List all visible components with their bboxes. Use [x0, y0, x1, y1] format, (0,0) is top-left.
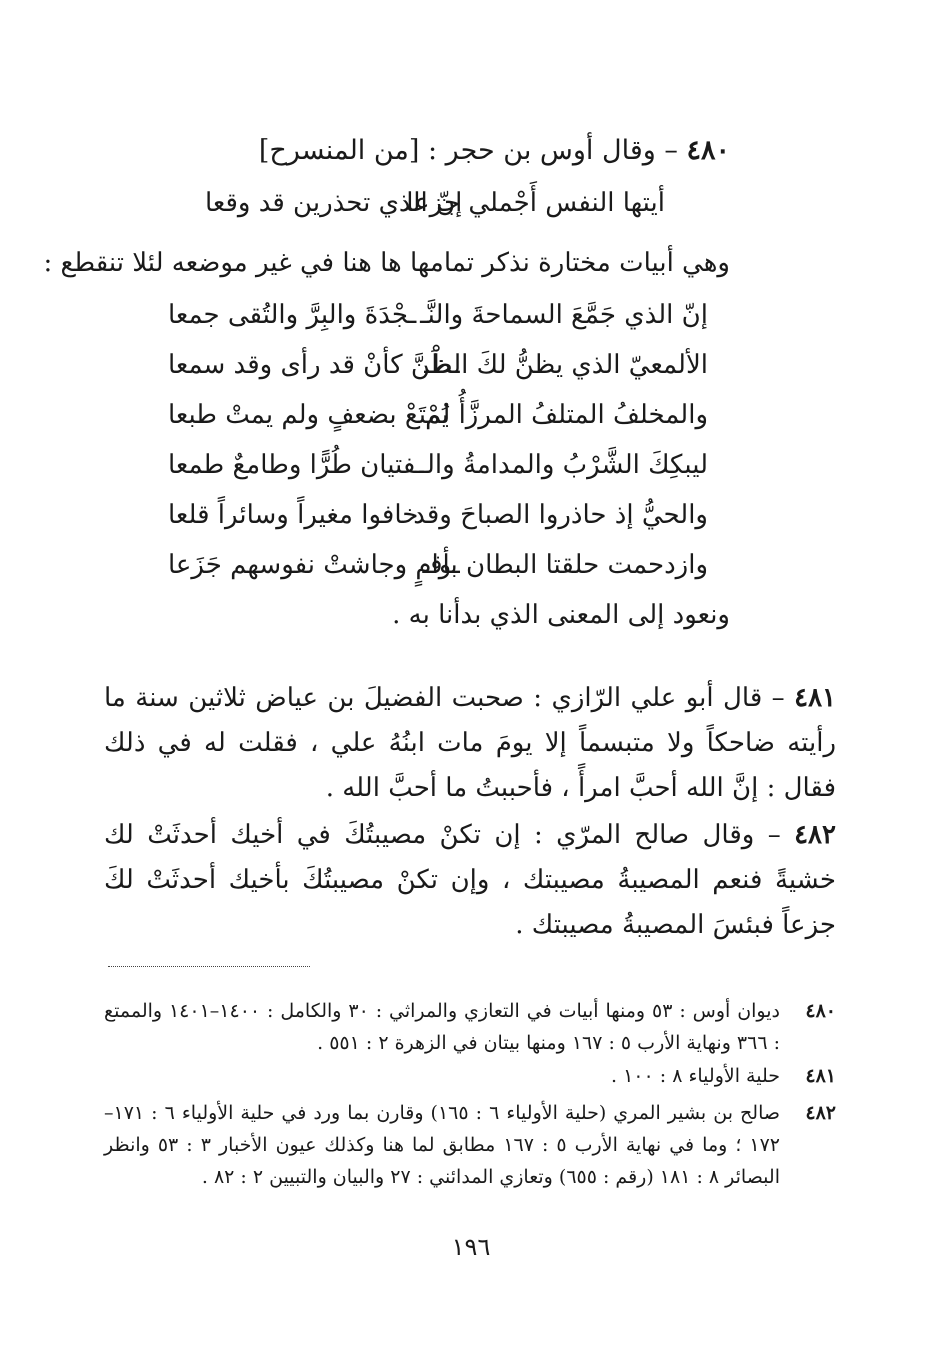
footnote-number: ٤٨٢ — [805, 1102, 836, 1124]
verse-line — [168, 550, 708, 600]
verse-first-hemistich: وازدحمت حلقتا البطان بأقـ — [422, 550, 708, 580]
verse-first-hemistich: والحيُّ إذ حاذروا الصباحَ وقد — [413, 500, 708, 530]
footnote-481 — [104, 1060, 836, 1092]
verse-second-hemistich: إنّ الذي تحذرين قد وقعا — [205, 188, 463, 218]
verse-second-hemistich: ـجْدَةَ والبِرَّ والتُقى جمعا — [168, 300, 417, 330]
verse-first-hemistich: والمخلفُ المتلفُ المرزَّأُ لم — [425, 400, 708, 430]
page-number: ١٩٦ — [451, 1233, 491, 1261]
verse-line — [168, 300, 708, 350]
poem — [168, 300, 708, 600]
entry-number: ٤٨٠ — [686, 135, 730, 166]
entry-480-heading — [259, 135, 730, 166]
entry-text: – وقال صالح المرّي : إن تكنْ مصيبتُكَ في أخيك أحدثَتْ لك خشيةً فنعم المصيبةُ مصيبتك ، وإن تكنْ مصيبتُكَ بأخيك أحدثَتْ لكَ جزعاً فبئسَ المصيبةُ مصيبتك . — [104, 820, 836, 940]
verse-first-hemistich: ليبكِكَ الشَّرْبُ والمدامةُ والـ — [419, 450, 708, 480]
footnote-number: ٤٨١ — [805, 1065, 836, 1087]
footnote-text: صالح بن بشير المري (حلية الأولياء ٦ : ١٦٥) وقارن بما ورد في حلية الأولياء ٦ : ١٧١–١٧٢ ؛ وما في نهاية الأرب ٥ : ١٦٧ مطابق لما هنا وكذلك عيون الأخبار ٣ : ٥٣ وانظر البصائر ٨ : ١٨١ (رقم : ٦٥٥) وتعازي المدائني : ٢٧ والبيان والتبيين ٢ : ٨٢ . — [104, 1102, 781, 1188]
footnote-divider — [108, 966, 310, 967]
footnote-text: ديوان أوس : ٥٣ ومنها أبيات في التعازي والمراثي : ٣٠ والكامل : ١٤٠٠–١٤٠١ والممتع : ٣٦٦ ونهاية الأرب ٥ : ١٦٧ ومنها بيتان في الزهرة ٢ : ٥٥١ . — [104, 1000, 780, 1054]
verse-line — [168, 400, 708, 450]
verse-first-hemistich: الألمعيّ الذي يظنُّ لكَ الظْـ — [424, 350, 708, 380]
verse-line — [168, 500, 708, 550]
verse-line — [168, 350, 708, 400]
footnote-482 — [104, 1097, 836, 1193]
verse-second-hemistich: ـظَنَّ كأنْ قد رأى وقد سمعا — [168, 350, 460, 380]
poem-intro: وهي أبيات مختارة نذكر تمامها ها هنا في غير موضعه لئلا تنقطع : — [43, 248, 730, 278]
footnote-text: حلية الأولياء ٨ : ١٠٠ . — [611, 1065, 780, 1087]
entry-481 — [104, 676, 836, 811]
entry-text: – قال أبو علي الرّازي : صحبت الفضيلَ بن عياض ثلاثين سنة ما رأيته ضاحكاً ولا متبسماً إلا يومَ مات ابنُهُ علي ، فقلت له في ذلك فقال : إنَّ الله أحبَّ امرأً ، فأحببتُ ما أحبَّ الله . — [104, 683, 836, 803]
verse-second-hemistich: يُمْتَعْ بضعفٍ ولم يمتْ طبعا — [168, 400, 449, 430]
entry-heading-text: – وقال أوس بن حجر : [من المنسرح] — [258, 135, 678, 166]
verse-line — [168, 450, 708, 500]
footnote-480 — [104, 995, 836, 1059]
verse-second-hemistich: خافوا مغيراً وسائراً قلعا — [168, 500, 419, 530]
entry-number: ٤٨١ — [794, 683, 837, 713]
verse-second-hemistich: ـفتيان طُرًّا وطامعٌ طمعا — [168, 450, 424, 480]
verse-first-hemistich: أيتها النفس أَجْملي جزعا — [406, 188, 665, 218]
verse-second-hemistich: ـوامٍ وجاشتْ نفوسهم جَزَعا — [168, 550, 460, 580]
entry-number: ٤٨٢ — [794, 820, 836, 850]
resume-text: ونعود إلى المعنى الذي بدأنا به . — [392, 600, 730, 630]
verse-first-hemistich: إنّ الذي جَمَّعَ السماحةَ والنَّـ — [420, 300, 708, 330]
footnote-number: ٤٨٠ — [805, 1000, 836, 1022]
entry-482 — [104, 813, 836, 948]
